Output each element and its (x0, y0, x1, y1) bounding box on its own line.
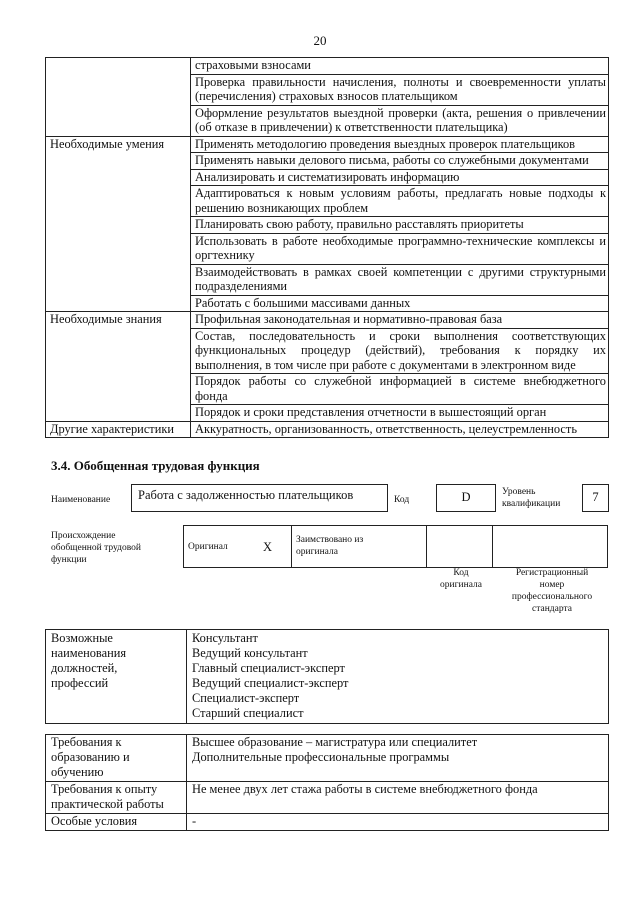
row-text: Проверка правильности начисления, полноты и своевременности уплаты (перечисления) страховых взносов плательщиком (191, 74, 609, 105)
positions-list (187, 630, 609, 724)
origin-label-line: обобщенной трудовой (51, 543, 141, 553)
education-label-line: Требования к (51, 735, 122, 749)
positions-label-line: наименования (51, 646, 127, 660)
position-item: Старший специалист (192, 706, 304, 720)
row-label: Другие характеристики (46, 421, 191, 438)
code-caption-line: оригинала (440, 580, 482, 590)
level-box (582, 484, 609, 512)
origin-label-line: Происхождение (51, 531, 116, 541)
row-text: Порядок и сроки представления отчетности в вышестоящий орган (191, 405, 609, 422)
row-text: Аккуратность, организованность, ответственность, целеустремленность (191, 421, 609, 438)
experience-label-line: Требования к опыту (51, 782, 158, 796)
level-value: 7 (592, 490, 599, 504)
row-text: Профильная законодательная и нормативно-правовая база (191, 312, 609, 329)
experience-label (46, 782, 187, 814)
table-row (46, 312, 609, 329)
code-caption-line: Код (453, 568, 469, 578)
row-text: Работать с большими массивами данных (191, 295, 609, 312)
requirements-table (45, 734, 609, 831)
special-value: - (187, 814, 609, 831)
position-item: Ведущий консультант (192, 646, 308, 660)
position-item: Ведущий специалист-эксперт (192, 676, 349, 690)
reg-caption-line: Регистрационный (515, 568, 589, 578)
original-label: Оригинал (184, 526, 260, 568)
function-name-box (131, 484, 388, 512)
positions-label (46, 630, 187, 724)
row-text: Планировать свою работу, правильно расставлять приоритеты (191, 217, 609, 234)
row-text: Применять навыки делового письма, работы со служебными документами (191, 153, 609, 170)
original-mark: X (259, 526, 292, 568)
borrowed-cell (292, 526, 427, 568)
section-title: 3.4. Обобщенная трудовая функция (51, 458, 260, 473)
education-label (46, 735, 187, 782)
positions-label-line: должностей, (51, 661, 118, 675)
code-box (436, 484, 496, 512)
position-item: Главный специалист-эксперт (192, 661, 345, 675)
row-text: Применять методологию проведения выездных проверок плательщиков (191, 136, 609, 153)
code-label: Код (394, 495, 410, 505)
reg-caption-line: номер (539, 580, 565, 590)
education-item: Дополнительные профессиональные программы (192, 750, 450, 764)
page-number: 20 (313, 33, 327, 48)
row-text: страховыми взносами (191, 58, 609, 75)
special-label: Особые условия (46, 814, 187, 831)
experience-label-line: практической работы (51, 797, 164, 811)
row-text: Состав, последовательность и сроки выполнения соответствующих функциональных процедур (действий), требования к порядку их выполнения, в том числе при работе с документами в электронном виде (191, 328, 609, 374)
origin-label (51, 530, 141, 566)
row-text: Использовать в работе необходимые программно-технические комплексы и оргтехнику (191, 233, 609, 264)
row-text: Анализировать и систематизировать информацию (191, 169, 609, 186)
origin-label-line: функции (51, 555, 87, 565)
table-row (46, 58, 609, 75)
row-text: Адаптироваться к новым условиям работы, предлагать новые подходы к решению возникающих проблем (191, 186, 609, 217)
education-label-line: образованию и (51, 750, 130, 764)
row-label (46, 58, 191, 137)
positions-table (45, 629, 609, 724)
education-item: Высшее образование – магистратура или специалитет (192, 735, 478, 749)
function-name-value: Работа с задолженностью плательщиков (138, 488, 354, 502)
level-label-line: квалификации (502, 499, 561, 509)
positions-label-line: Возможные (51, 631, 113, 645)
level-label (502, 486, 560, 510)
row-text: Взаимодействовать в рамках своей компетенции с другими структурными подразделениями (191, 264, 609, 295)
experience-value: Не менее двух лет стажа работы в системе внебюджетного фонда (187, 782, 609, 814)
education-value (187, 735, 609, 782)
position-item: Консультант (192, 631, 258, 645)
original-code-cell (427, 526, 493, 568)
code-value: D (461, 490, 471, 504)
education-label-line: обучению (51, 765, 104, 779)
reg-caption (496, 567, 608, 615)
reg-caption-line: стандарта (532, 604, 572, 614)
row-label: Необходимые умения (46, 136, 191, 312)
position-item: Специалист-эксперт (192, 691, 300, 705)
row-text: Оформление результатов выездной проверки (акта, решения о привлечении (об отказе в привлечении) к ответственности плательщика) (191, 105, 609, 136)
reg-number-cell (493, 526, 608, 568)
row-label: Необходимые знания (46, 312, 191, 422)
borrowed-label-line: оригинала (296, 547, 338, 557)
reg-caption-line: профессионального (511, 592, 593, 602)
table-row (46, 136, 609, 153)
borrowed-label-line: Заимствовано из (296, 535, 364, 545)
table-row (46, 421, 609, 438)
positions-label-line: профессий (51, 676, 109, 690)
skills-knowledge-table (45, 57, 609, 438)
code-caption (426, 567, 496, 591)
row-text: Порядок работы со служебной информацией в системе внебюджетного фонда (191, 374, 609, 405)
name-label: Наименование (51, 495, 111, 505)
level-label-line: Уровень (502, 487, 536, 497)
origin-table (183, 525, 608, 568)
